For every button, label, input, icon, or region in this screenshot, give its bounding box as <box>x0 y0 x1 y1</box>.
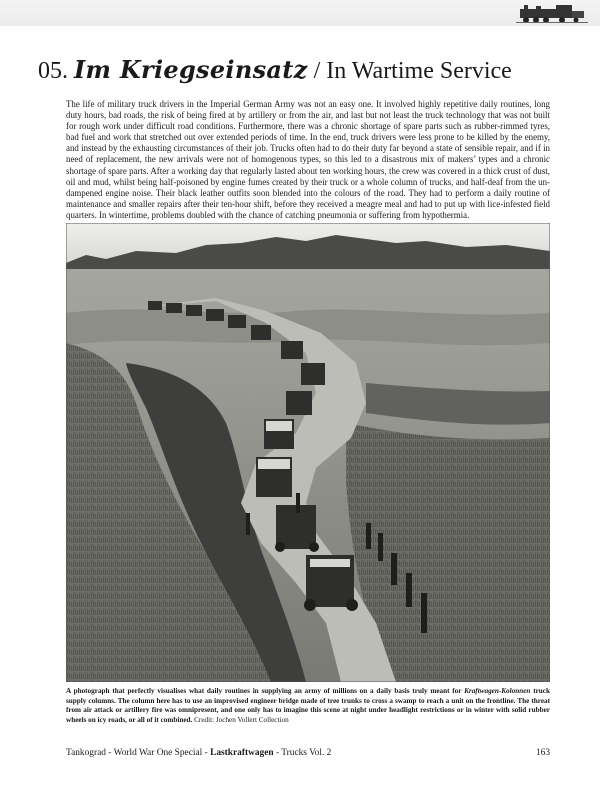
chapter-title-separator: / <box>313 58 321 84</box>
locomotive-icon <box>512 0 590 26</box>
page-header-band <box>0 0 600 26</box>
caption-credit: Credit: Jochen Vollert Collection <box>194 716 289 725</box>
body-paragraph: The life of military truck drivers in the Imperial German Army was not an easy one. It involved highly repetitive daily routines, long duty hours, bad roads, the risk of being fired at by artillery or from the air, and last but not least the truck technology that was not built for rough work under difficult road conditions. Furthermore, there was a chronic shortage of spare parts such as rubber-rimmed tyres, bad fuel and work that stretched out over extended periods of time. In the end, truck drivers were less prone to be killed by the enemy, and instead by the exhausting circumstances of their job. Trucks often had to do their duty far beyond a state of sensible repair, and if in need of replacement, the new arrivals were not of homogenous types, so this led to a disastrous mix of makers’ types and a chronic shortage of spare parts. After a working day that regularly lasted about ten working hours, the crew was covered in a thick crust of dust, oil and mud, whilst being half-poisoned by engine fumes created by their truck or a whole column of trucks, and half-deaf from the un-dampened engine noise. Their black leather outfits soon blended into the colours of the road. They had to perform a daily routine of maintenance and smaller repairs after their ten-hour shift, before they received a meagre meal and had to put up with lice-infested field quarters. In wintertime, problems doubled with the chance of catching pneumonia or suffering from hypothermia. <box>66 99 550 220</box>
truck-column-on-swamp-bridge-image <box>66 223 550 682</box>
chapter-number: 05. <box>38 58 68 84</box>
caption-text-2: truck supply columns. The column here has to use an improvised engineer bridge made of tree trunks to cross a swamp to reach a unit on the frontline. The threat from air attack or artillery fire was omnipresent, and one only has to imagine this scene at night under headlight restrictions or in winter with solid rubber wheels on icy roads, or all of it combined. <box>66 687 550 725</box>
footer-publisher: Tankograd - World War One Special - <box>66 748 211 758</box>
page-footer <box>66 748 550 758</box>
caption-emphasis: Kraftwagen-Kolonnen <box>464 687 531 695</box>
historical-photo <box>66 223 550 682</box>
caption-text-1: A photograph that perfectly visualises what daily routines in supplying an army of millions on a daily basis truly meant for <box>66 687 465 695</box>
chapter-title-english: In Wartime Service <box>326 58 512 84</box>
photo-caption <box>66 687 550 726</box>
footer-series-title: Lastkraftwagen <box>210 748 274 758</box>
chapter-title <box>38 56 558 85</box>
chapter-title-german: Im Kriegseinsatz <box>74 55 308 84</box>
page-number: 163 <box>535 748 550 758</box>
footer-series-subtitle: - Trucks Vol. 2 <box>273 748 332 758</box>
footer-publication <box>66 748 331 758</box>
